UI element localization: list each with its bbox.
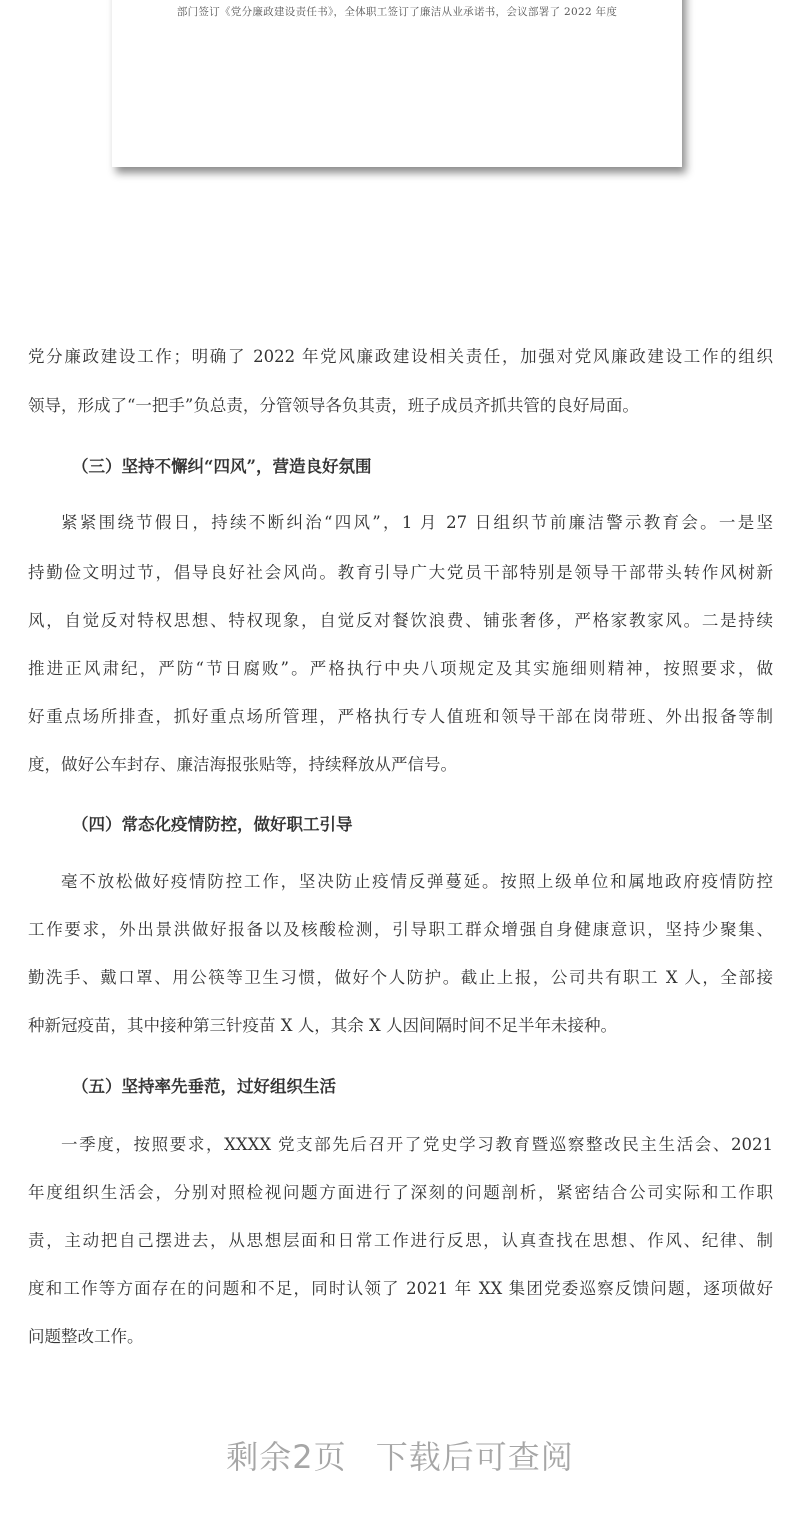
paragraph-line: 年度组织生活会，分别对照检视问题方面进行了深刻的问题剖析，紧密结合公司实际和工作职: [28, 1183, 773, 1202]
paragraph-line: 度和工作等方面存在的问题和不足，同时认领了 2021 年 XX 集团党委巡察反馈问题，逐项做好: [28, 1279, 773, 1298]
paragraph-line: 推进正风肃纪，严防“节日腐败”。严格执行中央八项规定及其实施细则精神，按照要求，做: [28, 659, 773, 678]
preview-card-text: 部门签订《党分廉政建设责任书》，全体职工签订了廉洁从业承诺书，会议部署了 2022 年度: [176, 6, 618, 18]
section-heading-5: （五）坚持率先垂范，过好组织生活: [72, 1077, 336, 1096]
preview-page-card: [112, 0, 682, 167]
paragraph-line: 风，自觉反对特权思想、特权现象，自觉反对餐饮浪费、铺张奢侈，严格家教家风。二是持续: [28, 611, 773, 630]
paragraph-line: 一季度，按照要求，XXXX 党支部先后召开了党史学习教育暨巡察整改民主生活会、2021: [61, 1135, 773, 1154]
paragraph-line: 勤洗手、戴口罩、用公筷等卫生习惯，做好个人防护。截止上报，公司共有职工 X 人，全部接: [28, 968, 773, 987]
paragraph-line: 问题整改工作。: [28, 1327, 144, 1346]
paragraph-line: 毫不放松做好疫情防控工作，坚决防止疫情反弹蔓延。按照上级单位和属地政府疫情防控: [61, 872, 773, 891]
paragraph-line: 紧紧围绕节假日，持续不断纠治“四风”，1 月 27 日组织节前廉洁警示教育会。一是坚: [61, 513, 773, 532]
paragraph-line: 种新冠疫苗，其中接种第三针疫苗 X 人，其余 X 人因间隔时间不足半年未接种。: [28, 1016, 617, 1035]
download-to-read-more-link[interactable]: 剩余2页 下载后可查阅: [226, 1438, 574, 1476]
paragraph-line: 持勤俭文明过节，倡导良好社会风尚。教育引导广大党员干部特别是领导干部带头转作风树新: [28, 563, 773, 582]
paragraph-line: 好重点场所排查，抓好重点场所管理，严格执行专人值班和领导干部在岗带班、外出报备等制: [28, 707, 773, 726]
paragraph-line: 工作要求，外出景洪做好报备以及核酸检测，引导职工群众增强自身健康意识，坚持少聚集、: [28, 920, 773, 939]
paragraph-line: 领导，形成了“一把手”负总责，分管领导各负其责，班子成员齐抓共管的良好局面。: [28, 396, 639, 415]
paragraph-line: 度，做好公车封存、廉洁海报张贴等，持续释放从严信号。: [28, 755, 457, 774]
paragraph-line: 党分廉政建设工作；明确了 2022 年党风廉政建设相关责任，加强对党风廉政建设工作的组织: [28, 347, 773, 366]
section-heading-3: （三）坚持不懈纠“四风”，营造良好氛围: [72, 457, 372, 476]
section-heading-4: （四）常态化疫情防控，做好职工引导: [72, 815, 353, 834]
paragraph-line: 责，主动把自己摆进去，从思想层面和日常工作进行反思，认真查找在思想、作风、纪律、制: [28, 1231, 773, 1250]
